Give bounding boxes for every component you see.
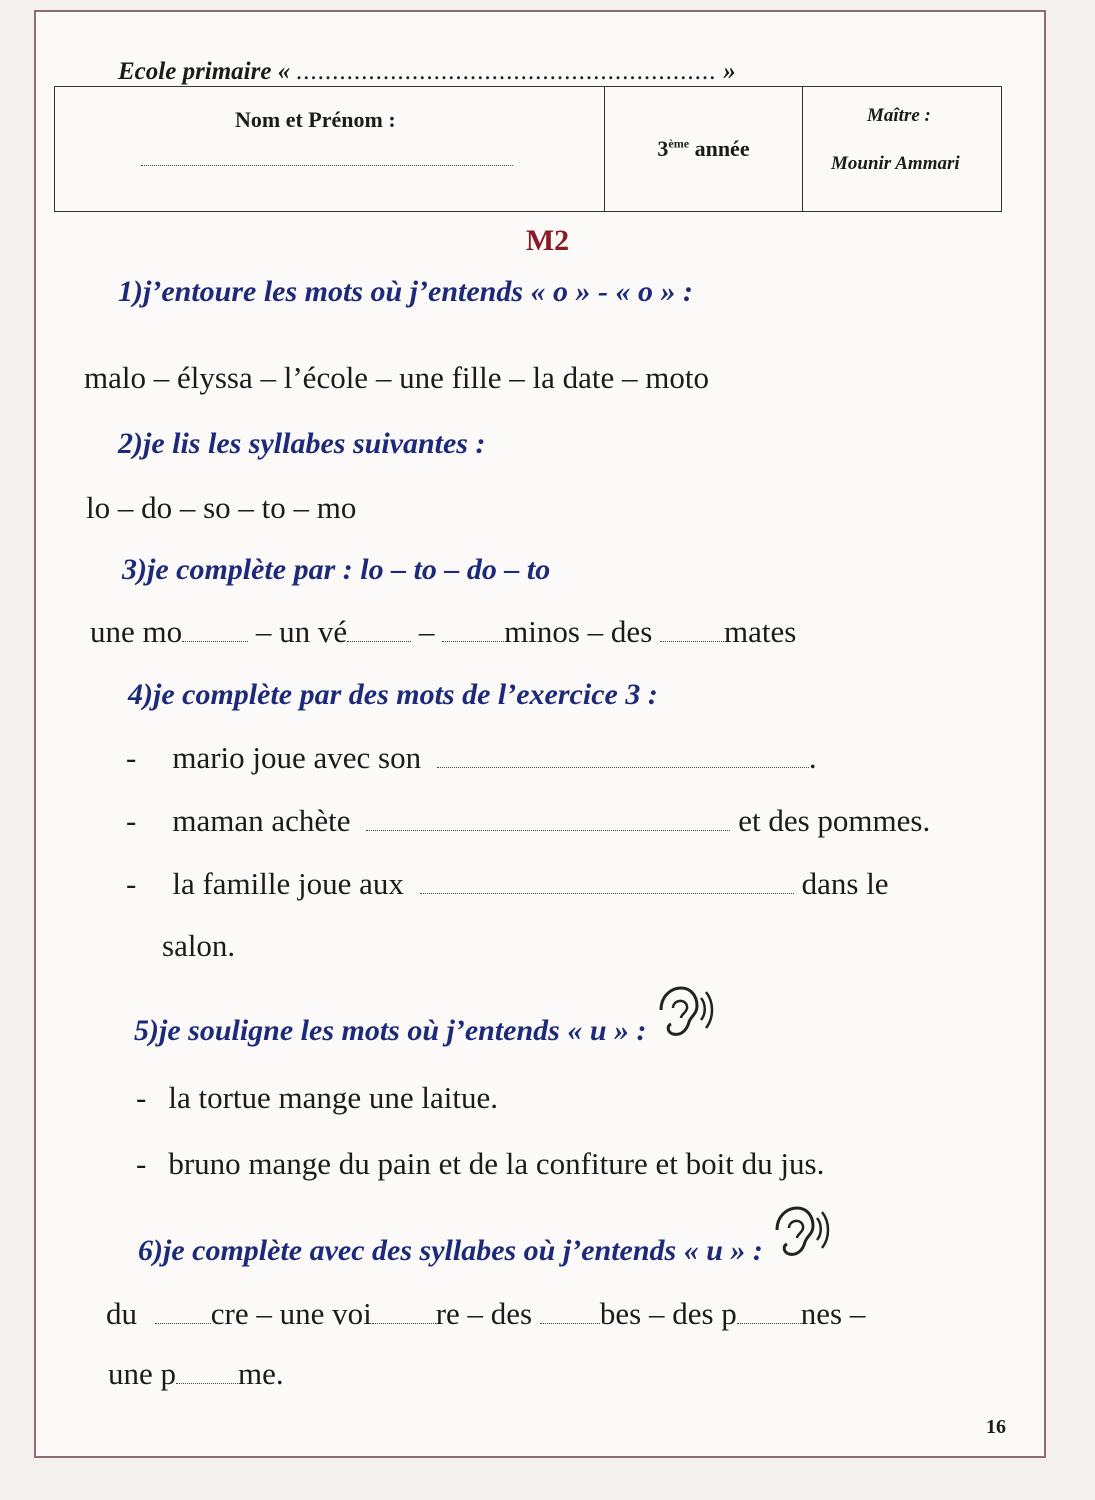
- exercise-6-part: du: [106, 1296, 137, 1331]
- fill-blank[interactable]: [155, 1322, 211, 1324]
- exercise-3-instruction: 3)je complète par : lo – to – do – to: [122, 553, 551, 586]
- bullet: -: [136, 1080, 147, 1115]
- exercise-6-part: nes –: [800, 1296, 866, 1331]
- school-name-blank[interactable]: ..........................................................: [296, 58, 717, 85]
- teacher-label: Maître :: [867, 105, 931, 126]
- school-label: Ecole primaire: [118, 58, 272, 85]
- exercise-4-item: [126, 803, 930, 839]
- year-cell: [605, 87, 803, 211]
- exercise-3-part: mates: [724, 614, 797, 649]
- exercise-2-syllables: lo – do – so – to – mo: [86, 490, 357, 525]
- fill-blank[interactable]: [442, 640, 504, 642]
- page-number: 16: [986, 1416, 1006, 1438]
- header-table: [54, 86, 1002, 212]
- exercise-4-text: maman achète: [172, 803, 351, 838]
- exercise-4-continuation: salon.: [162, 928, 236, 963]
- fill-blank[interactable]: [366, 829, 730, 831]
- exercise-2-instruction: 2)je lis les syllabes suivantes :: [118, 427, 486, 460]
- exercise-4-text-after: et des pommes.: [738, 803, 931, 838]
- exercise-6-part: une p: [108, 1356, 177, 1391]
- name-label: Nom et Prénom :: [235, 107, 396, 132]
- exercise-6-part: re – des: [435, 1296, 533, 1331]
- exercise-4-item: [126, 866, 889, 902]
- school-close-quote: »: [723, 58, 736, 85]
- exercise-3-part: minos – des: [504, 614, 653, 649]
- fill-blank[interactable]: [347, 640, 411, 642]
- fill-blank[interactable]: [420, 892, 794, 894]
- bullet: -: [136, 1146, 147, 1181]
- exercise-6-part: bes – des p: [599, 1296, 737, 1331]
- exercise-5-sentence[interactable]: la tortue mange une laitue.: [168, 1080, 499, 1115]
- fill-blank[interactable]: [182, 640, 248, 642]
- name-blank[interactable]: [141, 165, 513, 166]
- class-year: [657, 136, 749, 162]
- ear-icon: [651, 984, 715, 1042]
- ear-icon: [767, 1204, 831, 1262]
- fill-blank[interactable]: [737, 1322, 801, 1324]
- exercise-4-item: [126, 740, 817, 776]
- exercise-6-text: 6)je complète avec des syllabes où j’entends « u » :: [138, 1234, 763, 1267]
- name-cell: [55, 87, 605, 211]
- year-word: année: [694, 136, 750, 161]
- exercise-5-item: [136, 1146, 824, 1182]
- teacher-cell: [803, 87, 1001, 211]
- fill-blank[interactable]: [660, 640, 724, 642]
- exercise-6-sentence-continued: [108, 1356, 284, 1392]
- school-line: [118, 58, 736, 86]
- bullet: -: [126, 803, 137, 838]
- bullet: -: [126, 866, 137, 901]
- exercise-5-instruction: [134, 1014, 715, 1048]
- exercise-1-words[interactable]: malo – élyssa – l’école – une fille – la date – moto: [84, 360, 709, 395]
- school-open-quote: «: [277, 58, 291, 85]
- teacher-name: Mounir Ammari: [831, 153, 960, 174]
- fill-blank[interactable]: [437, 766, 809, 768]
- exercise-4-text-after: .: [808, 740, 817, 775]
- fill-blank[interactable]: [540, 1322, 600, 1324]
- exercise-4-text: mario joue avec son: [172, 740, 422, 775]
- exercise-6-sentence: [106, 1296, 865, 1332]
- fill-blank[interactable]: [176, 1382, 238, 1384]
- exercise-6-instruction: [138, 1234, 831, 1268]
- exercise-3-part: –: [418, 614, 435, 649]
- exercise-5-item: [136, 1080, 498, 1116]
- exercise-4-text-after: dans le: [801, 866, 889, 901]
- exercise-4-text: la famille joue aux: [172, 866, 404, 901]
- year-superscript: ème: [668, 136, 690, 151]
- exercise-5-sentence[interactable]: bruno mange du pain et de la confiture et boit du jus.: [168, 1146, 825, 1181]
- exercise-4-instruction: 4)je complète par des mots de l’exercice 3 :: [128, 678, 658, 711]
- exercise-6-part: me.: [238, 1356, 284, 1391]
- exercise-1-instruction: 1)j’entoure les mots où j’entends « o » - « o » :: [118, 275, 693, 308]
- fill-blank[interactable]: [372, 1322, 436, 1324]
- exercise-3-sentence: [90, 614, 796, 650]
- bullet: -: [126, 740, 137, 775]
- exercise-5-text: 5)je souligne les mots où j’entends « u » :: [134, 1014, 647, 1047]
- year-number: 3: [657, 136, 669, 161]
- exercise-6-part: cre – une voi: [210, 1296, 372, 1331]
- page-title: M2: [525, 224, 570, 257]
- exercise-3-part: une mo: [90, 614, 183, 649]
- exercise-3-part: – un vé: [255, 614, 348, 649]
